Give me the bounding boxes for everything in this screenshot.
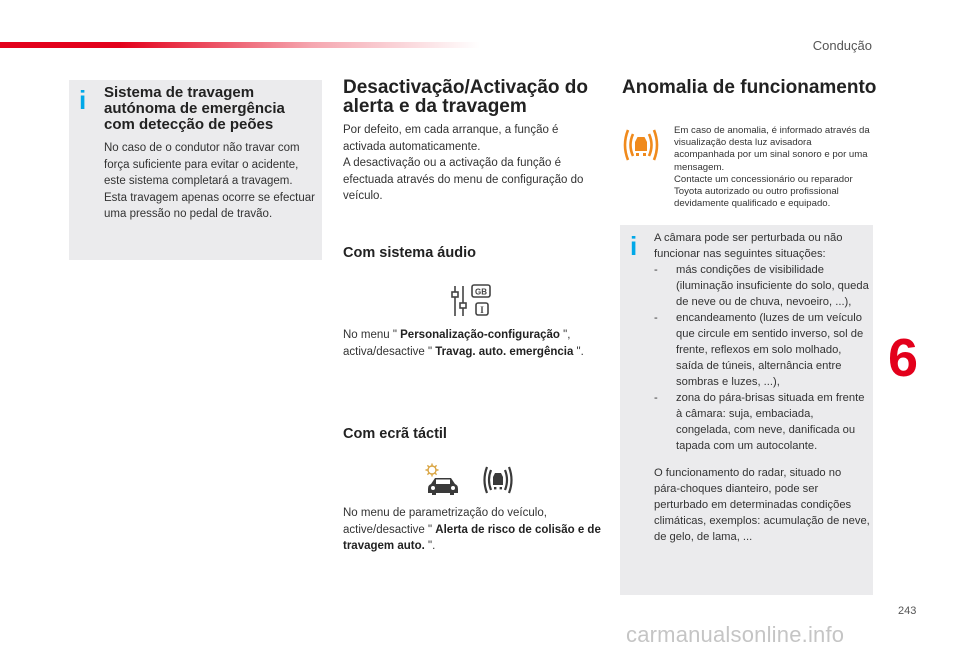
gb-badge: GB <box>475 287 487 297</box>
deactivation-intro: Por defeito, em cada arranque, a função é activada automaticamente. A desactivação ou a activação da função é efectuada através do menu de configuração do veículo. <box>343 124 584 203</box>
chapter-number: 6 <box>888 328 919 388</box>
list-item: - zona do pára-brisas situada em frente à câmara: suja, embaciada, congelada, com neve, danificada ou tapada com um autocolante. <box>654 392 865 452</box>
info-icon: i <box>630 231 638 261</box>
touch-text-pre: No menu de parametrização do veículo, active/desactive " <box>343 507 547 536</box>
audio-option-name: Travag. auto. emergência <box>435 345 574 358</box>
audio-menu-name: Personalização-configuração <box>400 329 560 341</box>
list-item: - más condições de visibilidade (iluminação insuficiente do solo, queda de neve ou de chuva, nevoeiro, ...), <box>654 264 869 308</box>
radar-note: O funcionamento do radar, situado no pára-choques dianteiro, pode ser perturbado em determinadas condições climáticas, exemplos: acumulação de neve, de gelo, de lama, ... <box>654 467 870 543</box>
subheading-touchscreen: Com ecrã táctil <box>343 426 447 442</box>
i-badge: I <box>480 305 484 315</box>
info-box-text: No caso de o condutor não travar com força suficiente para evitar o acidente, este sistema completará a travagem. Esta travagem apenas ocorre se efectuar uma pressão no pedal de travão. <box>104 142 315 221</box>
collision-alert-warning-icon <box>620 125 662 165</box>
audio-text-mid: ", activa/desactive " <box>343 329 571 358</box>
audio-settings-icon <box>448 283 494 319</box>
page-number: 243 <box>898 605 917 617</box>
audio-text-post: ". <box>573 345 584 358</box>
watermark: carmanualsonline.info <box>626 622 845 647</box>
info-icon: i <box>79 85 87 115</box>
touch-text-post: ". <box>424 540 436 553</box>
info-box-emergency-braking <box>69 80 322 260</box>
info-box-title: Sistema de travagem autónoma de emergência com detecção de peões <box>104 84 285 133</box>
info-box-camera <box>620 225 873 595</box>
list-item: - encandeamento (luzes de um veículo que circule em sentido inverso, sol de frente, reflexos em solo molhado, saída de túneis, alternância entre sombras e luzes, ...), <box>654 312 864 388</box>
section-heading-deactivation: Desactivação/Activação do alerta e da travagem <box>343 77 589 117</box>
audio-instructions <box>343 327 603 360</box>
section-title: Condução <box>812 38 872 53</box>
camera-intro: A câmara pode ser perturbada ou não funcionar nas seguintes situações: <box>654 232 843 260</box>
touch-option-name: Alerta de risco de colisão e de travagem auto. <box>343 523 601 553</box>
camera-conditions-list <box>654 262 870 454</box>
subheading-audio: Com sistema áudio <box>343 245 476 261</box>
header-accent-bar <box>0 42 480 48</box>
vehicle-settings-icon <box>423 462 461 498</box>
touchscreen-instructions <box>343 505 603 555</box>
audio-text-pre: No menu " <box>343 329 401 341</box>
section-heading-malfunction: Anomalia de funcionamento <box>622 77 877 98</box>
malfunction-text: Em caso de anomalia, é informado através da visualização desta luz avisadora acompanhada por um sinal sonoro e por uma mensagem. Contacte um concessionário ou reparador Toyota autorizado ou outro profissional devidamente qualificado e equipado. <box>674 125 870 210</box>
collision-alert-icon <box>480 463 516 497</box>
